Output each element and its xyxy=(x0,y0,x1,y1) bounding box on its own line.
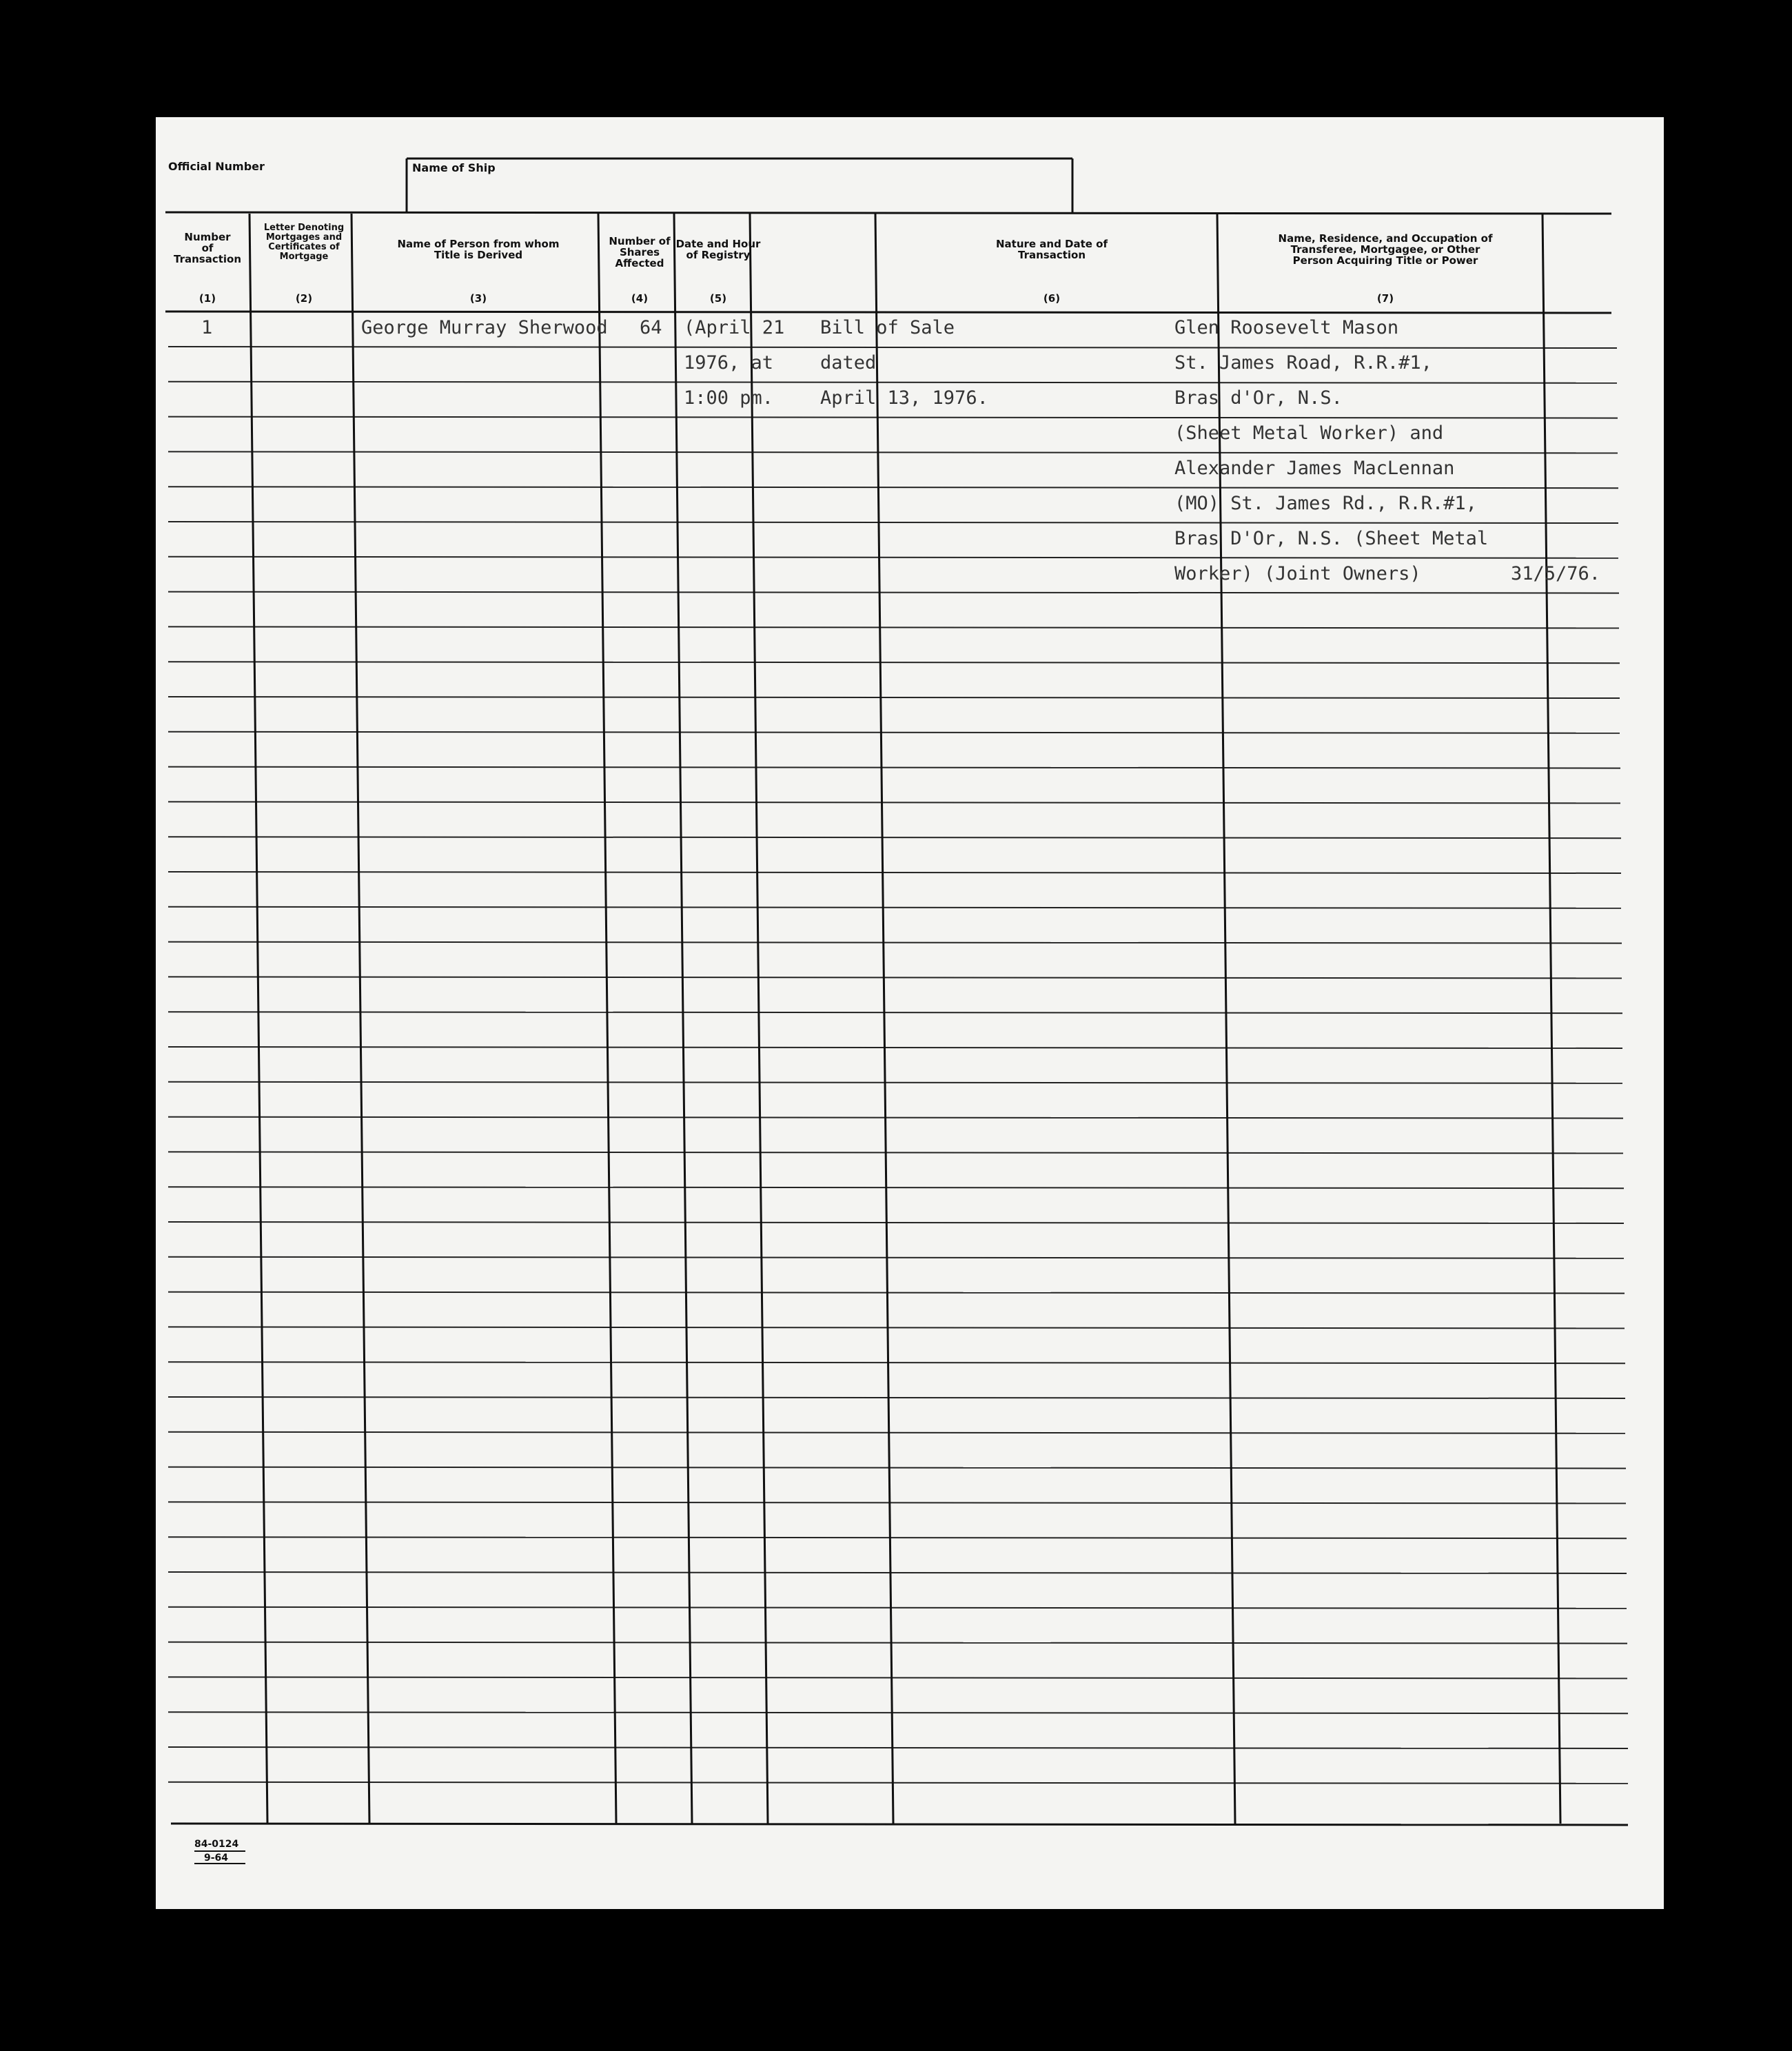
entry-registry-line-1: (April 21 xyxy=(684,317,785,338)
column-3-number: (3) xyxy=(469,292,487,305)
row-rule-line xyxy=(168,1222,1624,1223)
row-rule-line xyxy=(168,557,1618,558)
row-rule-line xyxy=(168,1292,1625,1294)
column-5-number: (5) xyxy=(709,292,727,305)
column-1-number: (1) xyxy=(198,292,216,305)
row-rule-line xyxy=(168,907,1621,908)
column-2-number: (2) xyxy=(295,292,313,305)
row-rule-line xyxy=(168,1327,1625,1328)
column-2-heading: Letter Denoting Mortgages and Certificates of Mortgage xyxy=(263,223,345,262)
entry-registry-line-2: 1976, at xyxy=(684,352,774,374)
row-rule-line xyxy=(168,451,1618,453)
row-rule-line xyxy=(168,1572,1627,1573)
entry-title-derived-from: George Murray Sherwood xyxy=(361,317,608,338)
column-1-heading: Number of Transaction xyxy=(173,231,242,265)
row-rule-line xyxy=(168,522,1618,523)
entry-transferee-line-6: (MO) St. James Rd., R.R.#1, xyxy=(1174,493,1477,514)
entry-registry-line-3: 1:00 pm. xyxy=(684,387,774,409)
row-rule-line xyxy=(168,837,1621,838)
row-rule-line xyxy=(168,347,1617,348)
row-rule-line xyxy=(168,662,1620,663)
official-number-label: Official Number xyxy=(168,160,265,173)
row-rule-line xyxy=(168,697,1620,698)
row-rule-line xyxy=(168,732,1620,733)
entry-transferee-line-7: Bras D'Or, N.S. (Sheet Metal xyxy=(1174,528,1489,549)
row-rule-line xyxy=(168,626,1619,628)
row-rule-line xyxy=(168,942,1622,943)
column-3-heading: Name of Person from whom Title is Derived xyxy=(397,238,560,261)
row-rule-line xyxy=(168,1537,1627,1538)
row-rule-line xyxy=(168,767,1620,768)
row-rule-line xyxy=(168,1012,1622,1013)
row-rule-line xyxy=(168,1607,1627,1609)
entry-shares-affected: 64 xyxy=(640,317,662,338)
entry-transferee-line-1: Glen Roosevelt Mason xyxy=(1174,317,1399,338)
entry-nature-line-2: dated xyxy=(820,352,877,374)
form-code: 84-0124 xyxy=(194,1839,239,1850)
column-6-number: (6) xyxy=(1043,292,1061,305)
row-rule-line xyxy=(168,1467,1626,1469)
row-rule-line xyxy=(168,1642,1627,1644)
row-rule-line xyxy=(168,1152,1623,1153)
row-rule-line xyxy=(168,382,1617,383)
entry-transferee-line-4: (Sheet Metal Worker) and xyxy=(1174,422,1444,444)
row-rule-line xyxy=(168,1677,1627,1678)
row-rule-line xyxy=(168,487,1618,488)
column-7-number: (7) xyxy=(1376,292,1394,305)
row-rule-line xyxy=(168,1187,1624,1188)
form-date: 9-64 xyxy=(204,1853,229,1864)
entry-transferee-line-5: Alexander James MacLennan xyxy=(1174,458,1455,479)
row-rule-line xyxy=(168,1117,1623,1119)
row-rule-line xyxy=(168,1047,1622,1048)
column-4-number: (4) xyxy=(631,292,649,305)
column-5-heading: Date and Hour of Registry xyxy=(675,238,761,261)
column-4-heading: Number of Shares Affected xyxy=(609,235,671,269)
row-rule-line xyxy=(168,977,1622,978)
entry-nature-line-1: Bill of Sale xyxy=(820,317,955,338)
entry-transaction-number: 1 xyxy=(201,317,213,338)
row-rule-line xyxy=(168,1747,1628,1748)
column-6-heading: Nature and Date of Transaction xyxy=(995,238,1108,261)
row-rule-line xyxy=(168,1712,1628,1713)
row-rule-line xyxy=(168,802,1620,803)
register-form-page xyxy=(156,117,1664,1909)
row-rule-line xyxy=(168,1432,1625,1433)
row-rule-line xyxy=(168,417,1618,418)
entry-transferee-line-3: Bras d'Or, N.S. xyxy=(1174,387,1343,409)
row-rule-line xyxy=(168,1397,1625,1398)
column-7-heading: Name, Residence, and Occupation of Transferee, Mortgagee, or Other Person Acquiring Title or Power xyxy=(1278,232,1493,267)
entry-nature-line-3: April 13, 1976. xyxy=(820,387,988,409)
form-rule-lines xyxy=(156,117,1664,1909)
row-rule-line xyxy=(168,1082,1622,1083)
ship-name-label: Name of Ship xyxy=(412,161,496,174)
row-rule-line xyxy=(168,1362,1625,1363)
row-rule-line xyxy=(168,872,1621,873)
row-rule-line xyxy=(168,1502,1626,1503)
row-rule-line xyxy=(168,592,1619,593)
entry-last-column-date: 31/5/76. xyxy=(1511,563,1601,584)
entry-transferee-line-2: St. James Road, R.R.#1, xyxy=(1174,352,1432,374)
entry-transferee-line-8: Worker) (Joint Owners) xyxy=(1174,563,1421,584)
row-rule-line xyxy=(168,1257,1624,1258)
row-rule-line xyxy=(168,1782,1628,1784)
